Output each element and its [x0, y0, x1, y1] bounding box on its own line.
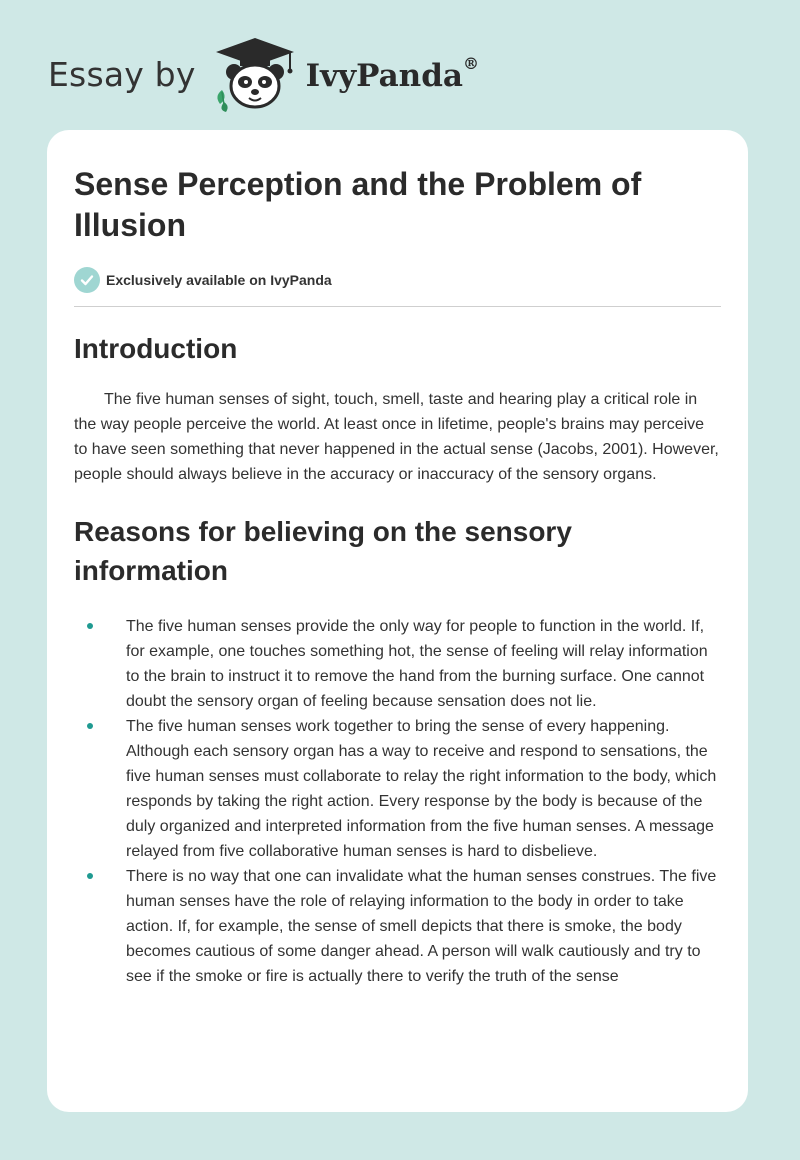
- bullet-dot-icon: [87, 623, 93, 629]
- list-item-text: There is no way that one can invalidate what the human senses construes. The five human senses have the role of relaying information to the body in order to take action. If, for example, the sense of smell depicts that there is smoke, the body becomes cautious of some danger ahead. A person will walk cautiously and try to see if the smoke or fire is actually there to verify the truth of the sense: [126, 868, 717, 985]
- section-heading-introduction: Introduction: [74, 333, 238, 364]
- check-circle-icon: [74, 267, 100, 293]
- exclusive-badge: [74, 266, 721, 294]
- reasons-list: [74, 614, 721, 989]
- essay-title: Sense Perception and the Problem of Illusion: [74, 166, 642, 243]
- essay-card: [47, 130, 748, 1112]
- bullet-dot-icon: [87, 723, 93, 729]
- exclusive-badge-label: Exclusively available on IvyPanda: [106, 272, 332, 288]
- list-item: [74, 714, 721, 864]
- brand-name[interactable]: IvyPanda®: [305, 53, 479, 94]
- site-header: [48, 36, 479, 112]
- list-item: [74, 614, 721, 714]
- list-item-text: The five human senses provide the only way for people to function in the world. If, for example, one touches something hot, the sense of feeling will relay information to the brain to instruct it to remove the hand from the burning surface. One cannot doubt the sensory organ of feeling because sensation does not lie.: [126, 618, 708, 710]
- bullet-dot-icon: [87, 873, 93, 879]
- list-item-text: The five human senses work together to bring the sense of every happening. Although each sensory organ has a way to receive and respond to sensations, the five human senses must collaborate to relay the right information to the body, which responds by taking the right action. Every response by the body is because of the duly organized and interpreted information from the five human senses. A message relayed from five collaborative human senses is hard to disbelieve.: [126, 718, 717, 860]
- panda-graduate-icon[interactable]: [210, 36, 300, 112]
- list-item: [74, 864, 721, 989]
- introduction-paragraph: The five human senses of sight, touch, smell, taste and hearing play a critical role in the way people perceive the world. At least once in lifetime, people's brains may perceive to have seen something that never happened in the actual sense (Jacobs, 2001). However, people should always believe in the accuracy or inaccuracy of the sensory organs.: [74, 391, 719, 483]
- section-heading-reasons: Reasons for believing on the sensory information: [74, 516, 572, 586]
- title-divider: [74, 306, 721, 307]
- essay-by-label: Essay by: [48, 54, 196, 94]
